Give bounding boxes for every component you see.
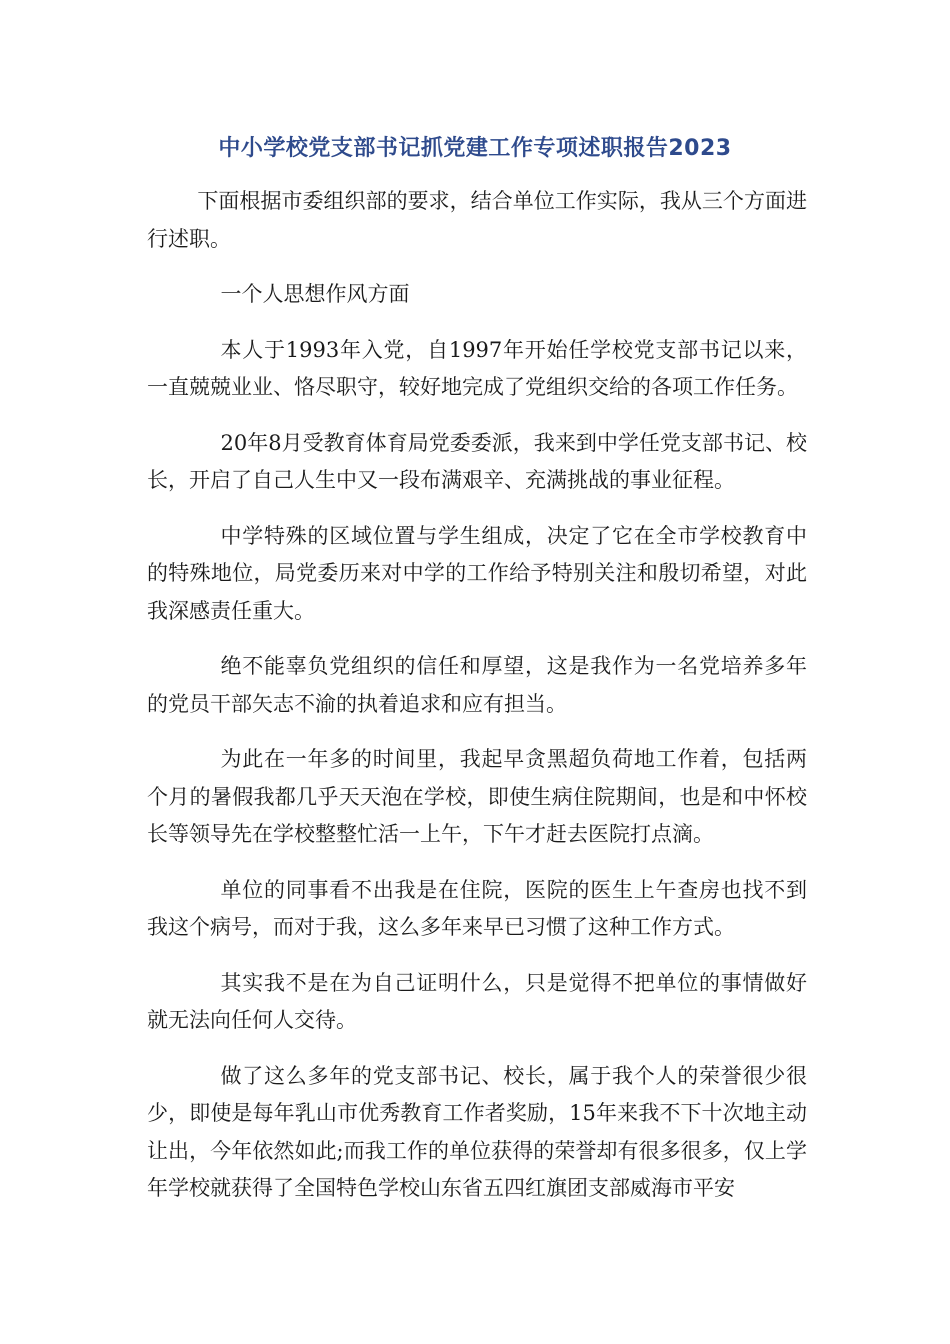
- paragraph: 其实我不是在为自己证明什么，只是觉得不把单位的事情做好就无法向任何人交待。: [147, 970, 807, 1032]
- document-body: [147, 183, 807, 1226]
- document-title: 中小学校党支部书记抓党建工作专项述职报告2023: [218, 136, 732, 161]
- paragraph: 做了这么多年的党支部书记、校长，属于我个人的荣誉很少很少，即使是每年乳山市优秀教育工作者奖励，15年来我不下十次地主动让出，今年依然如此;而我工作的单位获得的荣誉却有很多很多，仅上学年学校就获得了全国特色学校山东省五四红旗团支部威海市平安: [147, 1063, 807, 1200]
- section-heading: 一个人思想作风方面: [220, 282, 410, 306]
- paragraph: 本人于1993年入党，自1997年开始任学校党支部书记以来，一直兢兢业业、恪尽职守，较好地完成了党组织交给的各项工作任务。: [147, 337, 807, 399]
- paragraph: 为此在一年多的时间里，我起早贪黑超负荷地工作着，包括两个月的暑假我都几乎天天泡在学校，即使生病住院期间，也是和中怀校长等领导先在学校整整忙活一上午，下午才赶去医院打点滴。: [147, 747, 807, 846]
- paragraph: 绝不能辜负党组织的信任和厚望，这是我作为一名党培养多年的党员干部矢志不渝的执着追求和应有担当。: [147, 654, 807, 716]
- paragraph: 中学特殊的区域位置与学生组成，决定了它在全市学校教育中的特殊地位，局党委历来对中学的工作给予特别关注和殷切希望，对此我深感责任重大。: [147, 523, 807, 623]
- paragraph: 20年8月受教育体育局党委委派，我来到中学任党支部书记、校长，开启了自己人生中又一段布满艰辛、充满挑战的事业征程。: [147, 430, 807, 492]
- paragraph: 单位的同事看不出我是在住院，医院的医生上午查房也找不到我这个病号，而对于我，这么多年来早已习惯了这种工作方式。: [147, 877, 807, 939]
- paragraph-intro: 下面根据市委组织部的要求，结合单位工作实际，我从三个方面进行述职。: [147, 189, 807, 251]
